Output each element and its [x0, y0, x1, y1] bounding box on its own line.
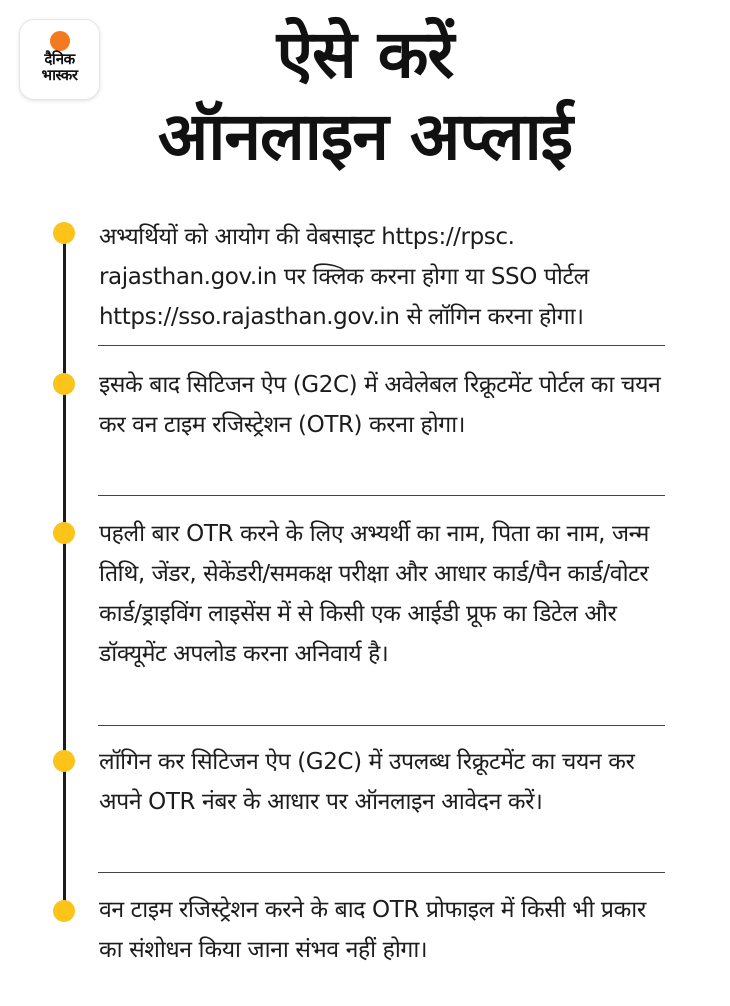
title-line-1: ऐसे करें — [276, 16, 454, 93]
timeline-dot — [53, 900, 75, 922]
title-line-2: ऑनलाइन अप्लाई — [157, 98, 573, 175]
logo-text-line1: दैनिक — [44, 50, 75, 68]
divider — [98, 495, 665, 496]
timeline-item-2: इसके बाद सिटिजन ऐप (G2C) में अवेलेबल रिक्रूटमेंट पोर्टल का चयन कर वन टाइम रजिस्ट्रेशन (OTR) करना होगा। — [99, 372, 661, 438]
page-title — [0, 14, 730, 178]
timeline-item-4: लॉगिन कर सिटिजन ऐप (G2C) में उपलब्ध रिक्रूटमेंट का चयन कर अपने OTR नंबर के आधार पर ऑनलाइन आवेदन करें। — [99, 749, 635, 815]
timeline-dot — [53, 373, 75, 395]
timeline-item-3: पहली बार OTR करने के लिए अभ्यर्थी का नाम, पिता का नाम, जन्म तिथि, जेंडर, सेकेंडरी/समकक्ष परीक्षा और आधार कार्ड/पैन कार्ड/वोटर कार्ड/ड्राइविंग लाइसेंस में से किसी एक आईडी प्रूफ का डिटेल और डॉक्यूमेंट अपलोड करना अनिवार्य है। — [99, 521, 649, 667]
timeline-dot — [53, 522, 75, 544]
timeline-line — [63, 232, 66, 918]
timeline-dot — [53, 750, 75, 772]
logo-text-line2: भास्कर — [41, 66, 78, 84]
divider — [98, 725, 665, 726]
divider — [98, 872, 665, 873]
divider — [98, 345, 665, 346]
timeline-item-1: अभ्यर्थियों को आयोग की वेबसाइट https://rpsc. rajasthan.gov.in पर क्लिक करना होगा या SSO पोर्टल https://sso.rajasthan.gov.in से लॉगिन करना होगा। — [99, 224, 589, 330]
timeline-item-5: वन टाइम रजिस्ट्रेशन करने के बाद OTR प्रोफाइल में किसी भी प्रकार का संशोधन किया जाना संभव नहीं होगा। — [99, 897, 646, 963]
timeline-dot — [53, 222, 75, 244]
